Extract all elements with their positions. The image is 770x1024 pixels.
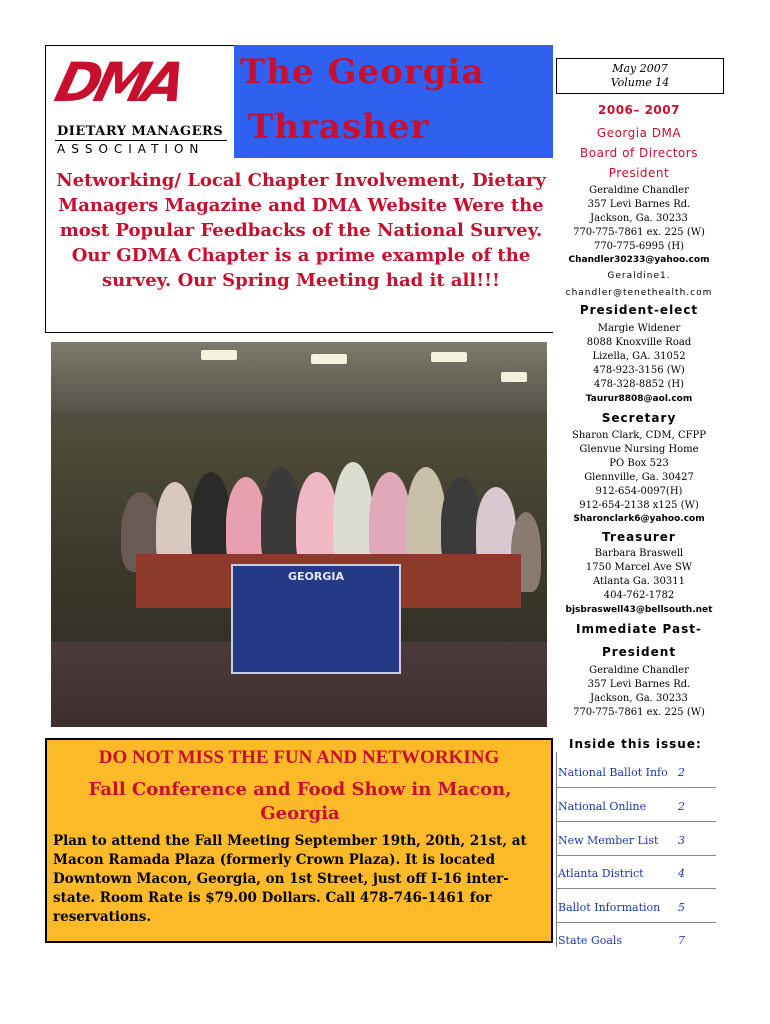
toc-item-label: National Ballot Info (558, 766, 668, 779)
past-president-heading-2: President (601, 645, 677, 659)
toc-item-page: 2 (678, 800, 685, 813)
fall-conference-box (45, 738, 553, 943)
toc-item-page: 2 (678, 766, 685, 779)
contact-line: 8088 Knoxville Road (586, 337, 692, 348)
ceiling-light (201, 350, 237, 360)
contact-line: PO Box 523 (609, 458, 669, 469)
board-years: 2006– 2007 (598, 103, 680, 117)
toc-title: Inside this issue: (569, 737, 702, 751)
contact-line: 912-654-0097(H) (595, 486, 683, 497)
contact-line: Margie Widener (597, 323, 681, 334)
board-org: Georgia DMA (596, 126, 682, 140)
contact-line: Sharon Clark, CDM, CFPP (572, 430, 706, 441)
logo-mark: DMA (49, 51, 188, 114)
toc-item-label: State Goals (558, 934, 623, 947)
issue-volume: Volume 14 (610, 76, 670, 89)
secretary-contact (553, 429, 725, 513)
issue-date: May 2007 (612, 62, 668, 75)
georgia-dma-banner (231, 564, 401, 674)
toc-item[interactable] (556, 788, 716, 822)
president-email[interactable]: Chandler30233@yahoo.com (568, 255, 710, 265)
logo-text-line1: DIETARY MANAGERS (57, 124, 224, 139)
contact-line: 770-775-6995 (H) (593, 241, 685, 252)
ceiling-light (311, 354, 347, 364)
president-elect-heading: President-elect (579, 303, 699, 317)
toc-item-label: Ballot Information (558, 901, 661, 914)
group-photo (51, 342, 547, 727)
toc-item[interactable] (556, 922, 716, 956)
lead-headline: Networking/ Local Chapter Involvement, Dietary Managers Magazine and DMA Website Were the most Popular Feedbacks of the National Survey. Our GDMA Chapter is a prime example of the survey. Our Spring Meeting had it all!!! (56, 170, 546, 291)
contact-line: 770-775-7861 ex. 225 (W) (573, 707, 705, 718)
secretary-heading: Secretary (601, 411, 677, 425)
treasurer-contact (553, 547, 725, 603)
toc-item-label: Atlanta District (558, 867, 644, 880)
toc-item[interactable] (556, 754, 716, 788)
president-elect-email[interactable]: Taurur8808@aol.com (585, 394, 693, 404)
contact-line: 357 Levi Barnes Rd. (587, 679, 691, 690)
contact-line: Atlanta Ga. 30311 (593, 576, 685, 587)
toc-item-page: 4 (678, 867, 685, 880)
issue-date-box (556, 58, 724, 94)
president-elect-contact (553, 322, 725, 392)
contact-line: 1750 Marcel Ave SW (585, 562, 693, 573)
toc-item-page: 5 (678, 901, 685, 914)
contact-line: Glennville, Ga. 30427 (584, 472, 694, 483)
contact-line: 912-654-2138 x125 (W) (579, 500, 699, 511)
president-heading: President (608, 166, 670, 180)
toc-item-page: 7 (678, 934, 685, 947)
treasurer-email[interactable]: bjsbraswell43@bellsouth.net (565, 605, 713, 615)
contact-line: Geraldine Chandler (589, 665, 689, 676)
toc-item[interactable] (556, 855, 716, 889)
board-title: Board of Directors (580, 146, 698, 160)
treasurer-heading: Treasurer (602, 530, 676, 544)
toc-item[interactable] (556, 822, 716, 856)
president-contact (553, 184, 725, 254)
logo-text-line2: ASSOCIATION (57, 142, 205, 156)
contact-line: 770-775-7861 ex. 225 (W) (573, 227, 705, 238)
toc-item[interactable] (556, 889, 716, 923)
contact-line: 404-762-1782 (603, 590, 675, 601)
logo-divider (55, 140, 227, 141)
event-heading: DO NOT MISS THE FUN AND NETWORKING (98, 747, 500, 768)
president-email-2[interactable]: Geraldine1. (607, 271, 671, 281)
secretary-email[interactable]: Sharonclark6@yahoo.com (573, 514, 705, 524)
past-president-contact (553, 664, 725, 720)
event-body: Plan to attend the Fall Meeting September 19th, 20th, 21st, at Macon Ramada Plaza (formerly Crown Plaza). It is located Downtown Macon, Georgia, on 1st Street, just off I-16 inter-state. Room Rate is $79.00 Dollars. Call 478-746-1461 for reservations. (53, 833, 527, 925)
contact-line: Jackson, Ga. 30233 (590, 213, 688, 224)
past-president-heading: Immediate Past- (576, 622, 702, 636)
contact-line: Lizella, GA. 31052 (592, 351, 686, 362)
ceiling-light (431, 352, 467, 362)
banner-text: GEORGIA (288, 570, 344, 583)
contact-line: Glenvue Nursing Home (579, 444, 699, 455)
contact-line: 478-923-3156 (W) (593, 365, 685, 376)
photo-ceiling (51, 342, 547, 412)
contact-line: 478-328-8852 (H) (593, 379, 685, 390)
toc-item-label: National Online (558, 800, 647, 813)
ceiling-light (501, 372, 527, 382)
contact-line: 357 Levi Barnes Rd. (587, 199, 691, 210)
president-email-3[interactable]: chandler@tenethealth.com (565, 288, 713, 298)
newsletter-title-line2: Thrasher (248, 107, 430, 147)
contact-line: Jackson, Ga. 30233 (590, 693, 688, 704)
toc-item-label: New Member List (558, 834, 659, 847)
toc-item-page: 3 (678, 834, 685, 847)
contact-line: Geraldine Chandler (589, 185, 689, 196)
newsletter-title-line1: The Georgia (240, 52, 485, 92)
dma-logo (47, 47, 233, 156)
event-subheading: Fall Conference and Food Show in Macon, Georgia (88, 779, 512, 824)
contact-line: Barbara Braswell (594, 548, 684, 559)
